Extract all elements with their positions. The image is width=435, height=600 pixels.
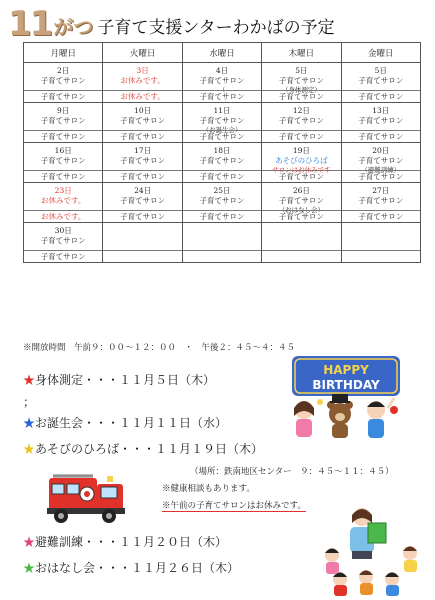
page-title: 子育て支援ンターわかばの予定 — [97, 18, 335, 38]
calendar-day-cell — [24, 223, 103, 263]
day-afternoon-event: 子育てサロン — [262, 170, 340, 182]
day-date: 9日 — [57, 106, 70, 115]
calendar-day-cell — [341, 223, 420, 263]
day-note: （ — [218, 86, 226, 94]
event-text: あそびのひろば・・・１１月１９日（木） — [35, 442, 264, 456]
day-afternoon-event: 子育てサロン — [342, 170, 420, 182]
day-event: 子育てサロン — [358, 156, 404, 165]
day-date: 27日 — [372, 186, 390, 195]
day-afternoon-event: 子育てサロン — [24, 130, 102, 142]
day-afternoon-event: 子育てサロン — [262, 130, 340, 142]
event-text: 身体測定・・・１１月５日（木） — [35, 373, 216, 387]
day-event: 子育てサロン — [199, 76, 245, 85]
month-number: 11 — [8, 4, 52, 44]
calendar-week-row — [24, 223, 421, 263]
day-afternoon-event: 子育てサロン — [24, 90, 102, 102]
day-date: 10日 — [134, 106, 152, 115]
day-afternoon-event: 子育てサロン — [342, 210, 420, 222]
calendar-week-row — [24, 103, 421, 143]
calendar-day-cell — [341, 183, 420, 223]
calendar-day-cell — [182, 183, 261, 223]
day-date: 24日 — [134, 186, 152, 195]
event-text: おはなし会・・・１１月２６日（木） — [35, 561, 240, 575]
event-drill — [23, 534, 227, 550]
day-event: 子育てサロン — [199, 196, 245, 205]
calendar-day-cell — [103, 223, 182, 263]
calendar-day-cell — [103, 63, 182, 103]
day-event: お休みです。 — [120, 76, 165, 85]
day-afternoon-event: 子育てサロン — [103, 130, 181, 142]
day-afternoon-event: お休みです。 — [103, 90, 181, 102]
day-date: 30日 — [54, 226, 72, 235]
day-date: 3日 — [136, 66, 149, 75]
day-afternoon-event: 子育てサロン — [183, 170, 261, 182]
calendar-day-cell — [262, 223, 341, 263]
day-event: 子育てサロン — [120, 116, 166, 125]
calendar-day-cell — [262, 103, 341, 143]
day-event: 子育てサロン — [40, 156, 86, 165]
weekday-header-row — [24, 43, 421, 63]
day-date: 2日 — [57, 66, 70, 75]
calendar-week-row — [24, 143, 421, 183]
day-afternoon-event: 子育てサロン — [183, 210, 261, 222]
day-date: 5日 — [295, 66, 308, 75]
play-note-salon-closed: ※午前の子育てサロンはお休みです。 — [162, 501, 306, 511]
opening-hours: ※開放時間 午前９：００～１２：００ ・ 午後２：４５～４：４５ — [23, 343, 296, 353]
calendar-day-cell — [103, 183, 182, 223]
day-date: 12日 — [292, 106, 310, 115]
star-icon: ★ — [23, 416, 36, 430]
calendar-day-cell — [341, 63, 420, 103]
weekday-header: 木曜日 — [262, 43, 341, 63]
day-afternoon-event: 子育てサロン — [183, 130, 261, 142]
day-date: 5日 — [374, 66, 387, 75]
day-afternoon-empty — [262, 250, 340, 262]
day-note: （お誕生会） — [202, 126, 242, 134]
day-afternoon-empty — [183, 250, 261, 262]
day-date: 13日 — [372, 106, 390, 115]
day-note: （おはなし会） — [278, 206, 325, 214]
weekday-header: 火曜日 — [103, 43, 182, 63]
day-date: 11日 — [213, 106, 231, 115]
day-note: （避難訓練） — [361, 166, 401, 174]
day-date: 26日 — [292, 186, 310, 195]
day-afternoon-event: 子育てサロン — [24, 170, 102, 182]
weekday-header: 月曜日 — [24, 43, 103, 63]
calendar-day-cell — [24, 143, 103, 183]
banner-line1: HAPPY — [323, 363, 369, 377]
month-unit: がつ — [53, 15, 94, 39]
calendar-day-cell — [262, 63, 341, 103]
calendar-day-cell — [24, 183, 103, 223]
day-event: 子育てサロン — [120, 196, 166, 205]
day-date: 20日 — [372, 146, 390, 155]
day-event: 子育てサロン — [358, 196, 404, 205]
calendar-day-cell — [182, 223, 261, 263]
day-date: 25日 — [213, 186, 231, 195]
fire-truck-illustration — [45, 470, 127, 526]
day-afternoon-event: 子育てサロン — [103, 210, 181, 222]
day-date: 4日 — [215, 66, 229, 75]
day-afternoon-event: お休みです。 — [24, 210, 102, 222]
calendar-day-cell — [182, 63, 261, 103]
day-event: 子育てサロン — [199, 156, 245, 165]
event-play — [23, 441, 263, 457]
day-date: 18日 — [213, 146, 231, 155]
day-event: あそびのひろば — [275, 156, 328, 165]
day-afternoon-event: 子育てサロン — [342, 130, 420, 142]
day-event: 子育てサロン — [120, 156, 166, 165]
star-icon: ★ — [23, 442, 36, 456]
birthday-party-illustration — [290, 350, 402, 442]
event-measurement — [23, 372, 215, 388]
day-event: 子育てサロン — [358, 76, 404, 85]
day-afternoon-event: 子育てサロン — [342, 90, 420, 102]
day-event: 子育てサロン — [40, 76, 86, 85]
story-time-illustration — [322, 503, 422, 597]
banner-line2: BIRTHDAY — [312, 378, 380, 392]
calendar-day-cell — [24, 63, 103, 103]
day-afternoon-event: 子育てサロン — [183, 90, 261, 102]
calendar-day-cell — [182, 103, 261, 143]
star-icon: ★ — [23, 535, 36, 549]
event-birthday — [23, 415, 227, 431]
play-location: （場所：鉄南地区センター ９：４５～１１：４５） — [190, 467, 394, 477]
star-icon: ★ — [23, 561, 36, 575]
calendar-week-row — [24, 63, 421, 103]
day-afternoon-event: 子育てサロン — [262, 210, 340, 222]
play-note-health: ※健康相談もあります。 — [162, 484, 255, 494]
day-afternoon-empty — [342, 250, 420, 262]
day-afternoon-empty — [103, 250, 181, 262]
weekday-header: 水曜日 — [182, 43, 261, 63]
day-event: 子育てサロン — [40, 116, 86, 125]
event-text: お誕生会・・・１１月１１日（水） — [35, 416, 228, 430]
day-date: 16日 — [54, 146, 72, 155]
event-semicolon: ； — [23, 395, 36, 409]
day-event: 子育てサロン — [358, 116, 404, 125]
day-date: 23日 — [54, 186, 72, 195]
calendar-day-cell — [103, 143, 182, 183]
star-icon: ★ — [23, 373, 36, 387]
event-story — [23, 560, 239, 576]
page-header — [8, 4, 433, 44]
day-event: 子育てサロン — [199, 116, 245, 125]
day-date: 17日 — [134, 146, 152, 155]
day-event: お休みです。 — [40, 196, 86, 205]
day-event: 子育てサロン — [278, 76, 324, 85]
weekday-header: 金曜日 — [341, 43, 420, 63]
day-note: （身体測定） — [281, 86, 321, 94]
day-note: サロンはお休みです — [272, 166, 331, 174]
day-afternoon-event: 子育てサロン — [262, 90, 340, 102]
calendar-day-cell — [103, 103, 182, 143]
day-date: 19日 — [292, 146, 310, 155]
calendar-table — [23, 42, 421, 263]
day-afternoon-event: 子育てサロン — [24, 250, 102, 262]
day-event: 子育てサロン — [40, 236, 86, 245]
calendar-week-row — [24, 183, 421, 223]
day-event: 子育てサロン — [278, 196, 324, 205]
calendar-day-cell — [24, 103, 103, 143]
calendar-day-cell — [262, 143, 341, 183]
calendar-day-cell — [341, 103, 420, 143]
day-afternoon-event: 子育てサロン — [103, 170, 181, 182]
calendar-day-cell — [262, 183, 341, 223]
day-event: 子育てサロン — [278, 116, 324, 125]
calendar-day-cell — [182, 143, 261, 183]
event-text: 避難訓練・・・１１月２０日（木） — [35, 535, 228, 549]
calendar-day-cell — [341, 143, 420, 183]
